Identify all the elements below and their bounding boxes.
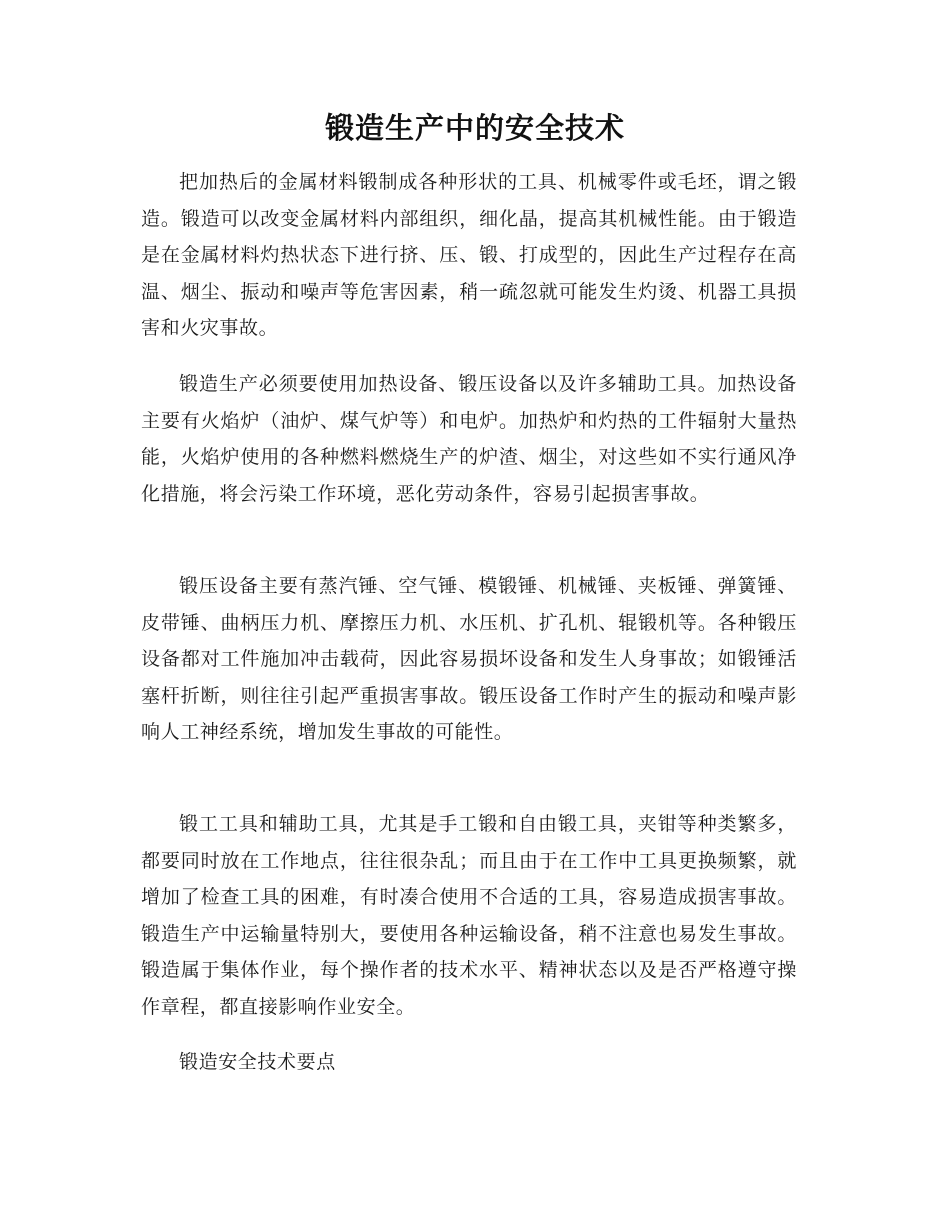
document-title: 锻造生产中的安全技术 <box>324 111 625 145</box>
section-heading-safety-points: 锻造安全技术要点 <box>179 1051 336 1073</box>
paragraph-heating-equipment: 锻造生产必须要使用加热设备、锻压设备以及许多辅助工具。加热设备主要有火焰炉（油炉、煤气炉等）和电炉。加热炉和灼热的工件辐射大量热能，火焰炉使用的各种燃料燃烧生产的炉渣、烟尘，对这些如不实行通风净化措施，将会污染工作环境，恶化劳动条件，容易引起损害事故。 <box>141 373 797 505</box>
paragraph-intro: 把加热后的金属材料锻制成各种形状的工具、机械零件或毛坯，谓之锻造。锻造可以改变金属材料内部组织，细化晶，提高其机械性能。由于锻造是在金属材料灼热状态下进行挤、压、锻、打成型的，因此生产过程存在高温、烟尘、振动和噪声等危害因素，稍一疏忽就可能发生灼烫、机器工具损害和火灾事故。 <box>141 171 797 339</box>
paragraph-tools: 锻工工具和辅助工具，尤其是手工锻和自由锻工具，夹钳等种类繁多，都要同时放在工作地点，往往很杂乱；而且由于在工作中工具更换频繁，就增加了检查工具的困难，有时凑合使用不合适的工具，容易造成损害事故。锻造生产中运输量特别大，要使用各种运输设备，稍不注意也易发生事故。锻造属于集体作业，每个操作者的技术水平、精神状态以及是否严格遵守操作章程，都直接影响作业安全。 <box>141 813 797 1018</box>
paragraph-forging-equipment: 锻压设备主要有蒸汽锤、空气锤、模锻锤、机械锤、夹板锤、弹簧锤、皮带锤、曲柄压力机、摩擦压力机、水压机、扩孔机、辊锻机等。各种锻压设备都对工件施加冲击载荷，因此容易损坏设备和发生人身事故；如锻锤活塞杆折断，则往往引起严重损害事故。锻压设备工作时产生的振动和噪声影响人工神经系统，增加发生事故的可能性。 <box>141 575 797 743</box>
